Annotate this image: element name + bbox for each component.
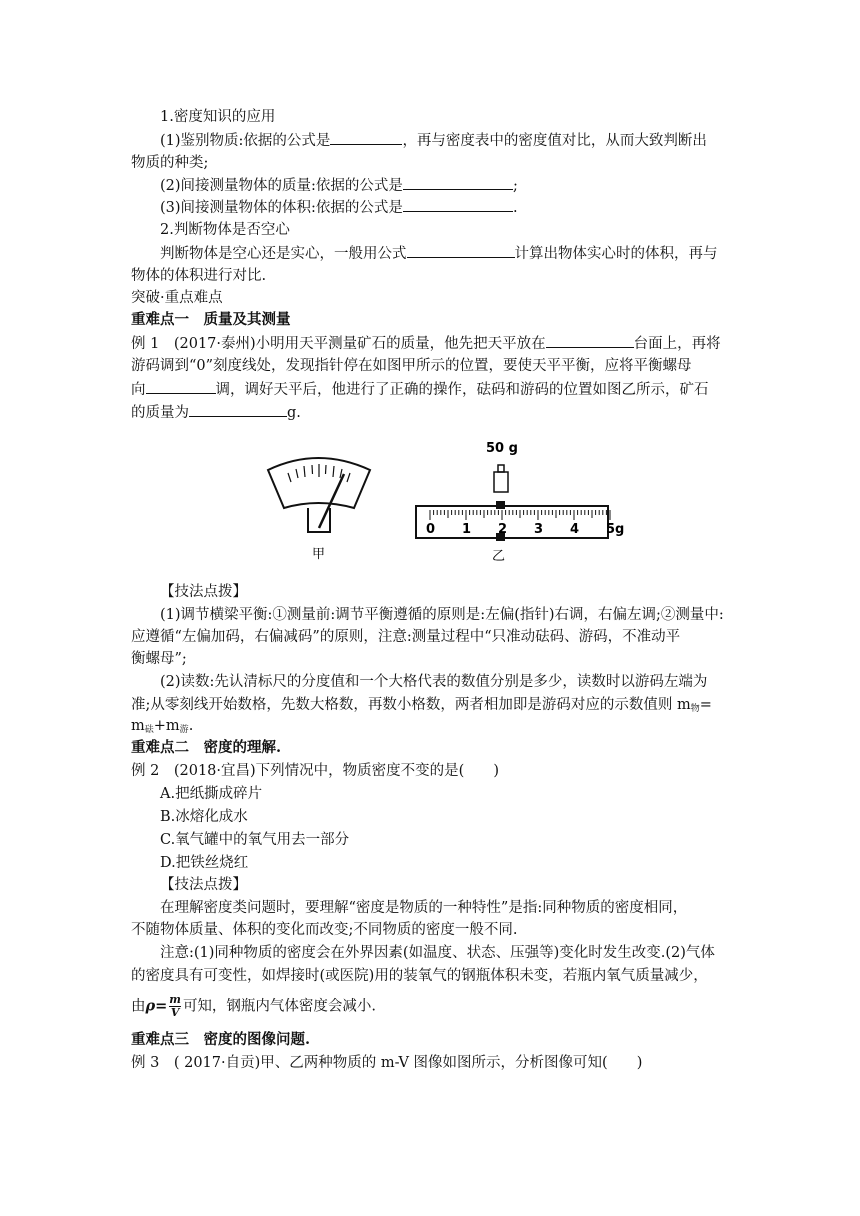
sub-wu: 物 xyxy=(690,704,700,714)
item2-line xyxy=(160,175,518,196)
hollow-line xyxy=(160,243,718,264)
m-symbol: m xyxy=(131,718,145,734)
tip-line5-text: 准;从零刻线开始数格，先数大格数，再数小格数，两者相加即是游码对应的示数值则 m xyxy=(131,697,691,713)
point2-note-line2: 的密度具有可变性，如焊接时(或医院)用的装氧气的钢瓶体积未变，若瓶内氧气质量减少， xyxy=(131,968,708,984)
item1-line xyxy=(160,130,707,151)
note-suffix: 可知，钢瓶内气体密度会减小. xyxy=(182,998,377,1015)
ruler-number: 0 xyxy=(426,522,436,537)
example1-line4-prefix: 的质量为 xyxy=(131,405,189,421)
point2-tip-heading: 【技法点拨】 xyxy=(160,877,247,893)
balance-figure xyxy=(258,432,625,568)
example1-line3-suffix: 调，调好天平后，他进行了正确的操作，砝码和游码的位置如图乙所示，矿石 xyxy=(215,382,709,398)
plus-m: +m xyxy=(153,718,180,734)
item2-prefix: (2)间接测量物体的质量:依据的公式是 xyxy=(160,178,403,194)
point2-tip-line1: 在理解密度类问题时，要理解“密度是物质的一种特性”是指:同种物质的密度相同， xyxy=(160,900,688,916)
point1-tip-line2: 应遵循“左偏加码，右偏减码”的原则，注意:测量过程中“只准动砝码、游码，不准动平 xyxy=(131,629,681,645)
point1-tip-line5 xyxy=(131,695,712,719)
item3-line xyxy=(160,197,518,218)
ruler-number: 2 xyxy=(498,522,508,537)
breakthrough-heading: 突破·重点难点 xyxy=(131,290,223,306)
point1-tip-line4: (2)读数:先认清标尺的分度值和一个大格代表的数值分别是多少，读数时以游码左端为 xyxy=(160,674,708,690)
balance-pointer xyxy=(319,474,344,528)
option-c[interactable]: C.氧气罐中的氧气用去一部分 xyxy=(160,832,350,848)
label-jia: 甲 xyxy=(312,547,326,562)
point1-tip-line1: (1)调节横梁平衡:①测量前:调节平衡遵循的原则是:左偏(指针)右调，右偏左调;②测量中: xyxy=(160,607,724,623)
rho-symbol: ρ= xyxy=(145,997,168,1015)
tip-line5-end: = xyxy=(699,697,712,713)
example3-question: 例 3 ( 2017·自贡)甲、乙两种物质的 m-V 图像如图所示，分析图像可知( ) xyxy=(131,1055,643,1071)
item2-suffix: ; xyxy=(512,178,518,194)
example1-line3-prefix: 向 xyxy=(131,382,146,398)
blank-formula-4[interactable] xyxy=(407,243,515,258)
example1-line1 xyxy=(131,333,721,354)
ruler-number: 4 xyxy=(570,522,580,537)
hollow-suffix: 计算出物体实心时的体积，再与 xyxy=(514,246,718,262)
point1-tip-heading: 【技法点拨】 xyxy=(160,584,247,600)
ruler-number: 1 xyxy=(462,522,472,537)
weight-label: 50 g xyxy=(486,441,518,456)
point3-heading: 重难点三 密度的图像问题. xyxy=(131,1031,311,1048)
option-b[interactable]: B.冰熔化成水 xyxy=(160,809,248,825)
rider-top xyxy=(496,501,505,509)
pointer-scale-diagram xyxy=(268,458,370,562)
note-prefix: 由 xyxy=(131,998,146,1015)
hollow-prefix: 判断物体是空心还是实心，一般用公式 xyxy=(160,246,407,262)
item1-prefix: (1)鉴别物质:依据的公式是 xyxy=(160,133,331,149)
item3-prefix: (3)间接测量物体的体积:依据的公式是 xyxy=(160,200,403,216)
example1-line1-suffix: 台面上，再将 xyxy=(633,336,721,352)
item1-continuation: 物质的种类; xyxy=(131,155,209,171)
fraction-numerator: m xyxy=(169,993,181,1006)
sub-you: 游 xyxy=(179,725,189,735)
scale-rider-diagram xyxy=(416,441,624,564)
section-heading-density-application: 1.密度知识的应用 xyxy=(160,109,276,125)
example1-line2: 游码调到“0”刻度线处，发现指针停在如图甲所示的位置，要使天平平衡，应将平衡螺母 xyxy=(131,358,692,374)
blank-formula-3[interactable] xyxy=(403,197,513,212)
weight-icon xyxy=(494,472,508,492)
option-d[interactable]: D.把铁丝烧红 xyxy=(160,855,249,871)
blank-table-surface[interactable] xyxy=(546,333,634,348)
point1-tip-line6 xyxy=(131,716,193,740)
example1-line3 xyxy=(131,379,709,400)
example1-line4-suffix: g. xyxy=(287,405,301,421)
label-yi: 乙 xyxy=(492,549,506,564)
blank-mass[interactable] xyxy=(189,402,287,417)
tip-line6-end: . xyxy=(188,718,194,734)
sub-fa: 砝 xyxy=(144,725,154,735)
fraction-denominator: V xyxy=(170,1006,180,1019)
blank-formula-2[interactable] xyxy=(403,175,513,190)
example1-line4 xyxy=(131,402,301,423)
point2-tip-line2: 不随物体质量、体积的变化而改变;不同物质的密度一般不同. xyxy=(131,922,518,938)
blank-formula-1[interactable] xyxy=(330,130,402,145)
point1-heading: 重难点一 质量及其测量 xyxy=(131,311,291,328)
example2-question: 例 2 (2018·宜昌)下列情况中，物质密度不变的是( ) xyxy=(131,763,499,779)
point2-note-line3 xyxy=(131,994,376,1019)
ruler-number: 3 xyxy=(534,522,544,537)
hollow-continuation: 物体的体积进行对比. xyxy=(131,268,267,284)
point1-tip-line3: 衡螺母”; xyxy=(131,651,187,667)
section-heading-hollow: 2.判断物体是否空心 xyxy=(160,222,290,238)
ruler-number: 5g xyxy=(606,522,625,537)
item3-suffix: . xyxy=(512,200,518,216)
density-formula-fraction xyxy=(169,994,181,1019)
blank-direction[interactable] xyxy=(146,379,216,394)
item1-suffix: ，再与密度表中的密度值对比，从而大致判断出 xyxy=(402,133,707,149)
point2-heading: 重难点二 密度的理解. xyxy=(131,739,282,756)
point2-note-line1: 注意:(1)同种物质的密度会在外界因素(如温度、状态、压强等)变化时发生改变.(2)气体 xyxy=(160,945,715,961)
option-a[interactable]: A.把纸撕成碎片 xyxy=(160,786,263,802)
example1-line1-prefix: 例 1 (2017·泰州)小明用天平测量矿石的质量，他先把天平放在 xyxy=(131,336,546,352)
